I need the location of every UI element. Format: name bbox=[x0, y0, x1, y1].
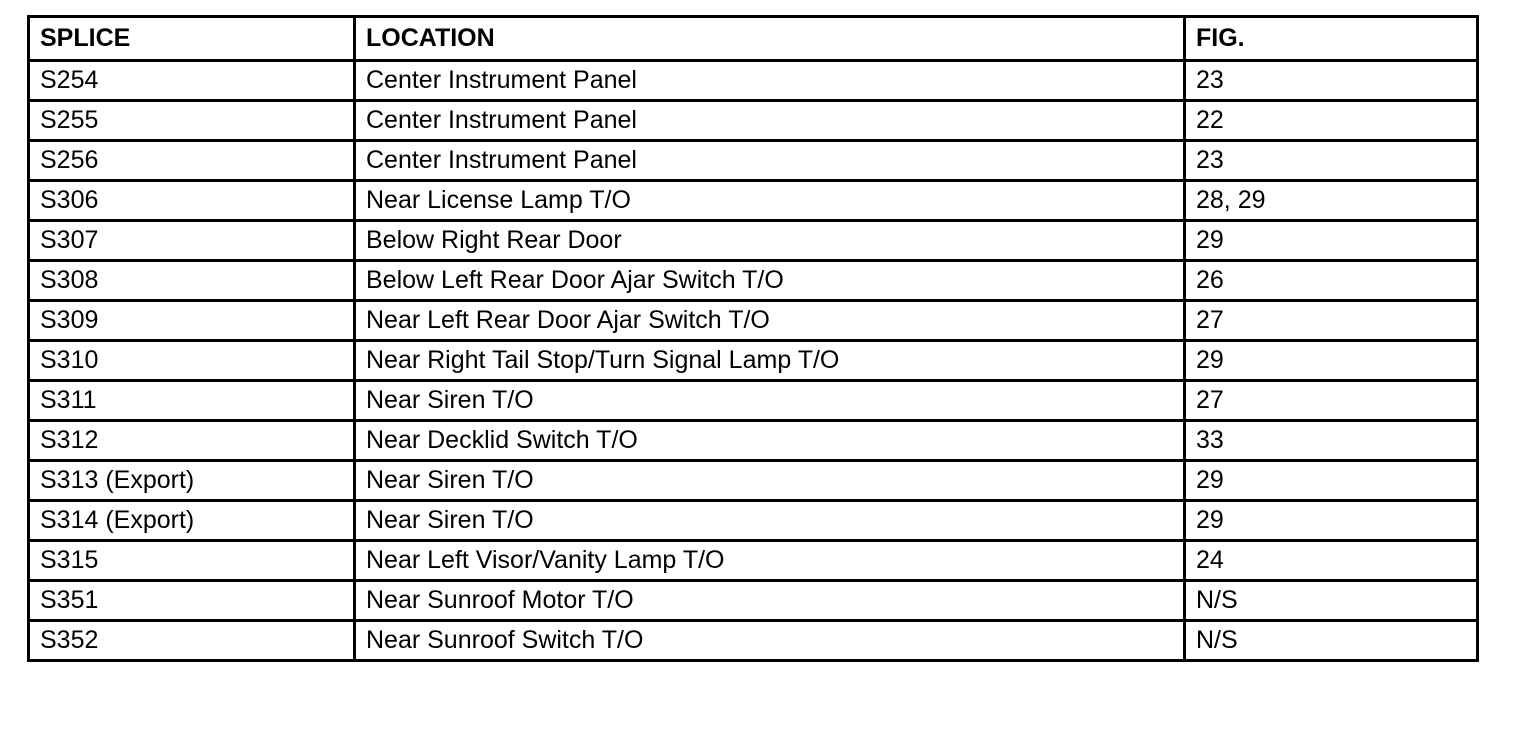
splice-cell: S307 bbox=[29, 221, 355, 261]
location-cell: Near Right Tail Stop/Turn Signal Lamp T/O bbox=[355, 341, 1185, 381]
table-row bbox=[29, 341, 1478, 381]
splice-cell: S306 bbox=[29, 181, 355, 221]
fig-cell: 23 bbox=[1185, 141, 1478, 181]
table-row bbox=[29, 61, 1478, 101]
header-location: LOCATION bbox=[355, 17, 1185, 61]
location-cell: Near Siren T/O bbox=[355, 501, 1185, 541]
header-fig: FIG. bbox=[1185, 17, 1478, 61]
location-cell: Near Siren T/O bbox=[355, 381, 1185, 421]
table-row bbox=[29, 501, 1478, 541]
splice-cell: S351 bbox=[29, 581, 355, 621]
table-row bbox=[29, 541, 1478, 581]
fig-cell: 22 bbox=[1185, 101, 1478, 141]
location-cell: Below Left Rear Door Ajar Switch T/O bbox=[355, 261, 1185, 301]
table-row bbox=[29, 301, 1478, 341]
fig-cell: 33 bbox=[1185, 421, 1478, 461]
location-cell: Near License Lamp T/O bbox=[355, 181, 1185, 221]
table-row bbox=[29, 461, 1478, 501]
fig-cell: 28, 29 bbox=[1185, 181, 1478, 221]
location-cell: Center Instrument Panel bbox=[355, 61, 1185, 101]
splice-cell: S256 bbox=[29, 141, 355, 181]
fig-cell: 29 bbox=[1185, 221, 1478, 261]
fig-cell: 29 bbox=[1185, 341, 1478, 381]
table-row bbox=[29, 581, 1478, 621]
table-row bbox=[29, 181, 1478, 221]
fig-cell: 27 bbox=[1185, 301, 1478, 341]
location-cell: Near Sunroof Motor T/O bbox=[355, 581, 1185, 621]
splice-cell: S315 bbox=[29, 541, 355, 581]
splice-cell: S254 bbox=[29, 61, 355, 101]
table-row bbox=[29, 101, 1478, 141]
splice-cell: S352 bbox=[29, 621, 355, 661]
fig-cell: 26 bbox=[1185, 261, 1478, 301]
table-row bbox=[29, 141, 1478, 181]
table-header-row bbox=[29, 17, 1478, 61]
splice-cell: S314 (Export) bbox=[29, 501, 355, 541]
table-row bbox=[29, 261, 1478, 301]
splice-cell: S312 bbox=[29, 421, 355, 461]
location-cell: Near Sunroof Switch T/O bbox=[355, 621, 1185, 661]
splice-cell: S255 bbox=[29, 101, 355, 141]
location-cell: Below Right Rear Door bbox=[355, 221, 1185, 261]
fig-cell: 29 bbox=[1185, 461, 1478, 501]
fig-cell: N/S bbox=[1185, 581, 1478, 621]
fig-cell: 29 bbox=[1185, 501, 1478, 541]
splice-cell: S308 bbox=[29, 261, 355, 301]
fig-cell: N/S bbox=[1185, 621, 1478, 661]
splice-cell: S310 bbox=[29, 341, 355, 381]
splice-location-table bbox=[27, 15, 1479, 662]
header-splice: SPLICE bbox=[29, 17, 355, 61]
table-row bbox=[29, 621, 1478, 661]
fig-cell: 27 bbox=[1185, 381, 1478, 421]
splice-cell: S311 bbox=[29, 381, 355, 421]
location-cell: Near Siren T/O bbox=[355, 461, 1185, 501]
table-row bbox=[29, 381, 1478, 421]
splice-cell: S313 (Export) bbox=[29, 461, 355, 501]
fig-cell: 23 bbox=[1185, 61, 1478, 101]
table-row bbox=[29, 221, 1478, 261]
location-cell: Near Left Visor/Vanity Lamp T/O bbox=[355, 541, 1185, 581]
location-cell: Near Decklid Switch T/O bbox=[355, 421, 1185, 461]
splice-cell: S309 bbox=[29, 301, 355, 341]
fig-cell: 24 bbox=[1185, 541, 1478, 581]
table-row bbox=[29, 421, 1478, 461]
location-cell: Near Left Rear Door Ajar Switch T/O bbox=[355, 301, 1185, 341]
location-cell: Center Instrument Panel bbox=[355, 141, 1185, 181]
location-cell: Center Instrument Panel bbox=[355, 101, 1185, 141]
